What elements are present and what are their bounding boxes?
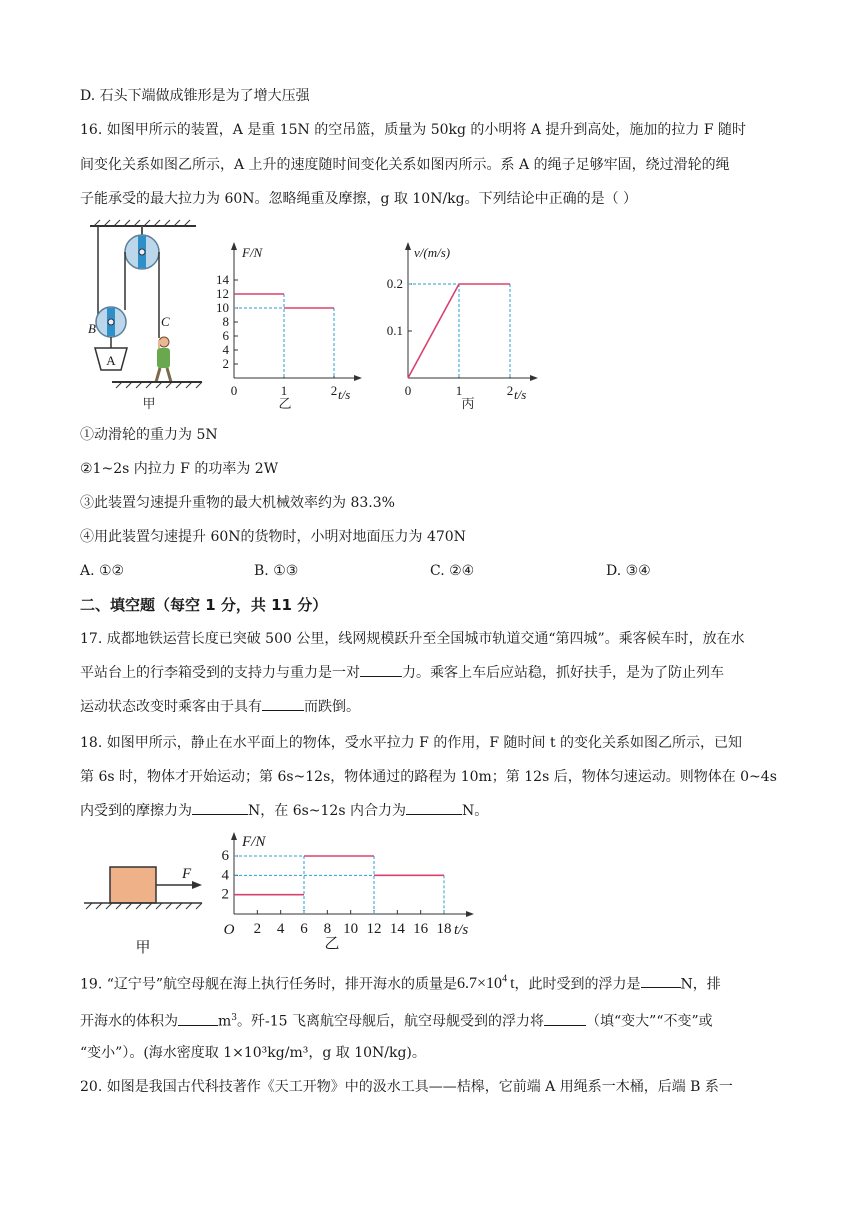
q17-line-3: 运动状态改变时乘客由于具有 而跌倒。 (80, 699, 360, 715)
q19-line-3: “变小”）。(海水密度取 1×10³kg/m³，g 取 10N/kg)。 (80, 1045, 426, 1061)
chart-bing-caption: 丙 (461, 396, 475, 411)
x-tick-label: 2 (330, 383, 338, 398)
q18-line-1: 18. 如图甲所示，静止在水平面上的物体，受水平拉力 F 的作用，F 随时间 t 的变化关系如图乙所示，已知 (80, 735, 743, 751)
x-axis-label: t/s (454, 922, 469, 938)
series-segment (408, 284, 459, 378)
x-tick-label: 2 (253, 921, 262, 937)
force-label: F (182, 866, 192, 882)
x-tick-label: 0 (230, 383, 238, 398)
q19-line-1: 19. “辽宁号”航空母舰在海上执行任务时，排开海水的质量是$6.7\times 10^4$ t，此时受到的浮力是 N，排 (80, 974, 721, 993)
q18-block-figure (84, 860, 214, 960)
q17-line-2: 平站台上的行李箱受到的支持力与重力是一对 力。乘客上车后应站稳，抓好扶手，是为了防止列车 (80, 665, 724, 681)
chart-yi-caption: 乙 (324, 936, 340, 952)
y-tick-label: 2 (221, 886, 229, 903)
q19-blank-2[interactable] (178, 1025, 218, 1026)
y-tick-label: 10 (216, 300, 229, 315)
q16-statement-2: ②1~2s 内拉力 F 的功率为 2W (80, 461, 279, 477)
basket-label: A (106, 353, 116, 368)
x-tick-label: 0 (404, 383, 412, 398)
q19-blank-3[interactable] (544, 1025, 586, 1026)
x-tick-label: 14 (389, 921, 405, 937)
q19-line-2: 开海水的体积为 $m^3$。歼-15 飞离航空母舰后，航空母舰受到的浮力将 （填“变大”“不变”或 (80, 1013, 713, 1030)
x-tick-label: 1 (455, 383, 463, 398)
q17-line-1: 17. 成都地铁运营长度已突破 500 公里，线网规模跃升至全国城市轨道交通“第四城”。乘客候车时，放在水 (80, 631, 745, 647)
y-tick-label: 2 (222, 356, 229, 371)
q18-line-2: 第 6s 时，物体才开始运动；第 6s~12s，物体通过的路程为 10m；第 12s 后，物体匀速运动。则物体在 0~4s (80, 769, 777, 785)
x-axis-label: t/s (514, 387, 527, 402)
y-tick-label: 0.2 (386, 276, 403, 291)
y-tick-label: 12 (216, 286, 229, 301)
q16-stem-line-3: 子能承受的最大拉力为 60N。忽略绳重及摩擦，g 取 10N/kg。下列结论中正确的是（ ） (80, 191, 638, 207)
y-axis-label: v/(m/s) (414, 245, 451, 260)
y-axis-label: F/N (242, 834, 266, 850)
q16-statement-1: ①动滑轮的重力为 5N (80, 427, 218, 443)
q16-pulley-figure (84, 218, 214, 414)
q18-line-3: 内受到的摩擦力为 N，在 6s~12s 内合力为 N。 (80, 803, 489, 819)
y-tick-label: 6 (221, 848, 229, 864)
q16-stem-line-2: 间变化关系如图乙所示，A 上升的速度随时间变化关系如图丙所示。系 A 的绳子足够牢固，绕过滑轮的绳 (80, 157, 730, 173)
x-axis-label: t/s (338, 387, 351, 402)
q18-blank-2[interactable] (406, 814, 462, 815)
x-tick-label: 10 (343, 921, 359, 937)
q16-option-a: A. ①② (80, 563, 125, 579)
y-tick-label: 14 (216, 272, 229, 287)
x-tick-label: 12 (366, 921, 382, 937)
y-tick-label: 4 (222, 342, 229, 357)
x-tick-label: 2 (506, 383, 514, 398)
origin-label: O (223, 922, 235, 938)
q17-blank-1[interactable] (360, 676, 402, 677)
q20-line-1: 20. 如图是我国古代科技著作《天工开物》中的汲水工具——桔槔，它前端 A 用绳系一木桶，后端 B 系一 (80, 1079, 733, 1095)
displacement-mass: $6.7\times 10^4$ t (457, 974, 515, 993)
q19-blank-1[interactable] (641, 987, 681, 988)
q16-option-c: C. ②④ (430, 563, 475, 579)
q16-force-chart (210, 240, 370, 412)
x-tick-label: 4 (276, 921, 285, 937)
point-c-label: C (161, 314, 170, 329)
y-tick-label: 4 (221, 867, 229, 884)
q16-statement-3: ③此装置匀速提升重物的最大机械效率约为 83.3% (80, 495, 395, 511)
q16-option-b: B. ①③ (254, 563, 299, 579)
q16-option-d: D. ③④ (606, 563, 651, 579)
section-2-heading: 二、填空题（每空 1 分，共 11 分） (80, 596, 328, 614)
y-tick-label: 8 (222, 314, 229, 329)
y-axis-label: F/N (242, 245, 263, 260)
q16-stem-line-1: 16. 如图甲所示的装置，A 是重 15N 的空吊篮，质量为 50kg 的小明将 A 提升到高处，施加的拉力 F 随时 (80, 122, 747, 138)
q17-blank-2[interactable] (262, 710, 304, 711)
x-tick-label: 18 (436, 921, 452, 937)
q16-velocity-chart (378, 240, 548, 412)
q16-statement-4: ④用此装置匀速提升 60N的货物时，小明对地面压力为 470N (80, 529, 466, 545)
pulley-b-label: B (88, 321, 96, 336)
fig-jia-caption: 甲 (142, 396, 156, 411)
x-tick-label: 1 (280, 383, 288, 398)
x-tick-label: 16 (413, 921, 429, 937)
y-tick-label: 0.1 (386, 323, 403, 338)
y-tick-label: 6 (222, 328, 229, 343)
q18-blank-1[interactable] (192, 814, 248, 815)
x-tick-label: 6 (300, 921, 308, 937)
chart-yi-caption: 乙 (278, 396, 292, 411)
q18-force-chart (214, 826, 484, 956)
fig-jia-caption: 甲 (135, 940, 151, 956)
q15-option-d: D. 石头下端做成锥形是为了增大压强 (80, 88, 310, 104)
x-tick-label: 8 (323, 921, 332, 937)
